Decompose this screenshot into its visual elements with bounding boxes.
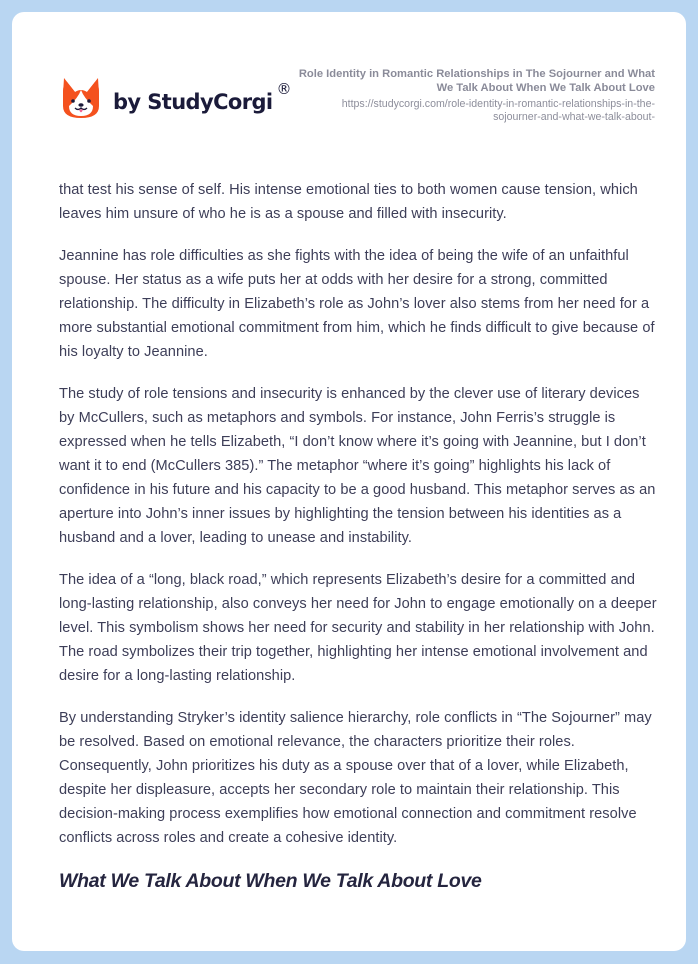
paragraph: The study of role tensions and insecurity is enhanced by the clever use of literary devices by McCullers, such as metaphors and symbols. For instance, John Ferris’s struggle is expressed when he tells Elizabeth, “I don’t know where it’s going with Jeannine, but I don’t want it to end (McCullers 385).” The metaphor “where it’s going” highlights his lack of confidence in his future and his capacity to be a good husband. This metaphor serves as an aperture into John’s inner issues by highlighting the tension between his identities as a husband and a lover, leading to unease and instability. <box>59 386 656 546</box>
section-heading: What We Talk About When We Talk About Love <box>59 870 482 892</box>
paragraph: that test his sense of self. His intense emotional ties to both women cause tension, which leaves him unsure of who he is as a spouse and filled with insecurity. <box>59 182 638 222</box>
paragraph: Jeannine has role difficulties as she fights with the idea of being the wife of an unfaithful spouse. Her status as a wife puts her at odds with her desire for a strong, committed relationship. The difficulty in Elizabeth’s role as John’s lover also stems from her need for a more substantial emotional commitment from him, which he finds difficult to give because of his loyalty to Jeannine. <box>59 248 655 360</box>
page-header <box>12 12 686 162</box>
studycorgi-logo[interactable] <box>61 76 292 122</box>
document-title: Role Identity in Romantic Relationships in The Sojourner and What We Talk About When We Talk About Love <box>298 68 655 94</box>
corgi-head-icon <box>61 76 101 122</box>
document-body <box>59 178 659 894</box>
document-url[interactable]: https://studycorgi.com/role-identity-in-romantic-relationships-in-the-sojourner-and-what-we-talk-about- <box>341 98 655 123</box>
document-page <box>12 12 686 951</box>
paragraph: By understanding Stryker’s identity salience hierarchy, role conflicts in “The Sojourner” may be resolved. Based on emotional relevance, the characters prioritize their roles. Consequently, John prioritizes his duty as a spouse over that of a lover, while Elizabeth, despite her displeasure, accepts her secondary role to maintain their relationship. This decision-making process exemplifies how emotional connection and commitment resolve conflicts across roles and create a cohesive identity. <box>59 710 652 846</box>
document-meta <box>295 67 655 124</box>
brand-name: by StudyCorgi <box>113 90 273 114</box>
registered-mark: ® <box>276 80 292 98</box>
paragraph: The idea of a “long, black road,” which represents Elizabeth’s desire for a committed and long-lasting relationship, also conveys her need for John to engage emotionally on a deeper level. This symbolism shows her need for security and stability in her relationship with John. The road symbolizes their trip together, highlighting her intense emotional involvement and desire for a long-lasting relationship. <box>59 572 657 684</box>
